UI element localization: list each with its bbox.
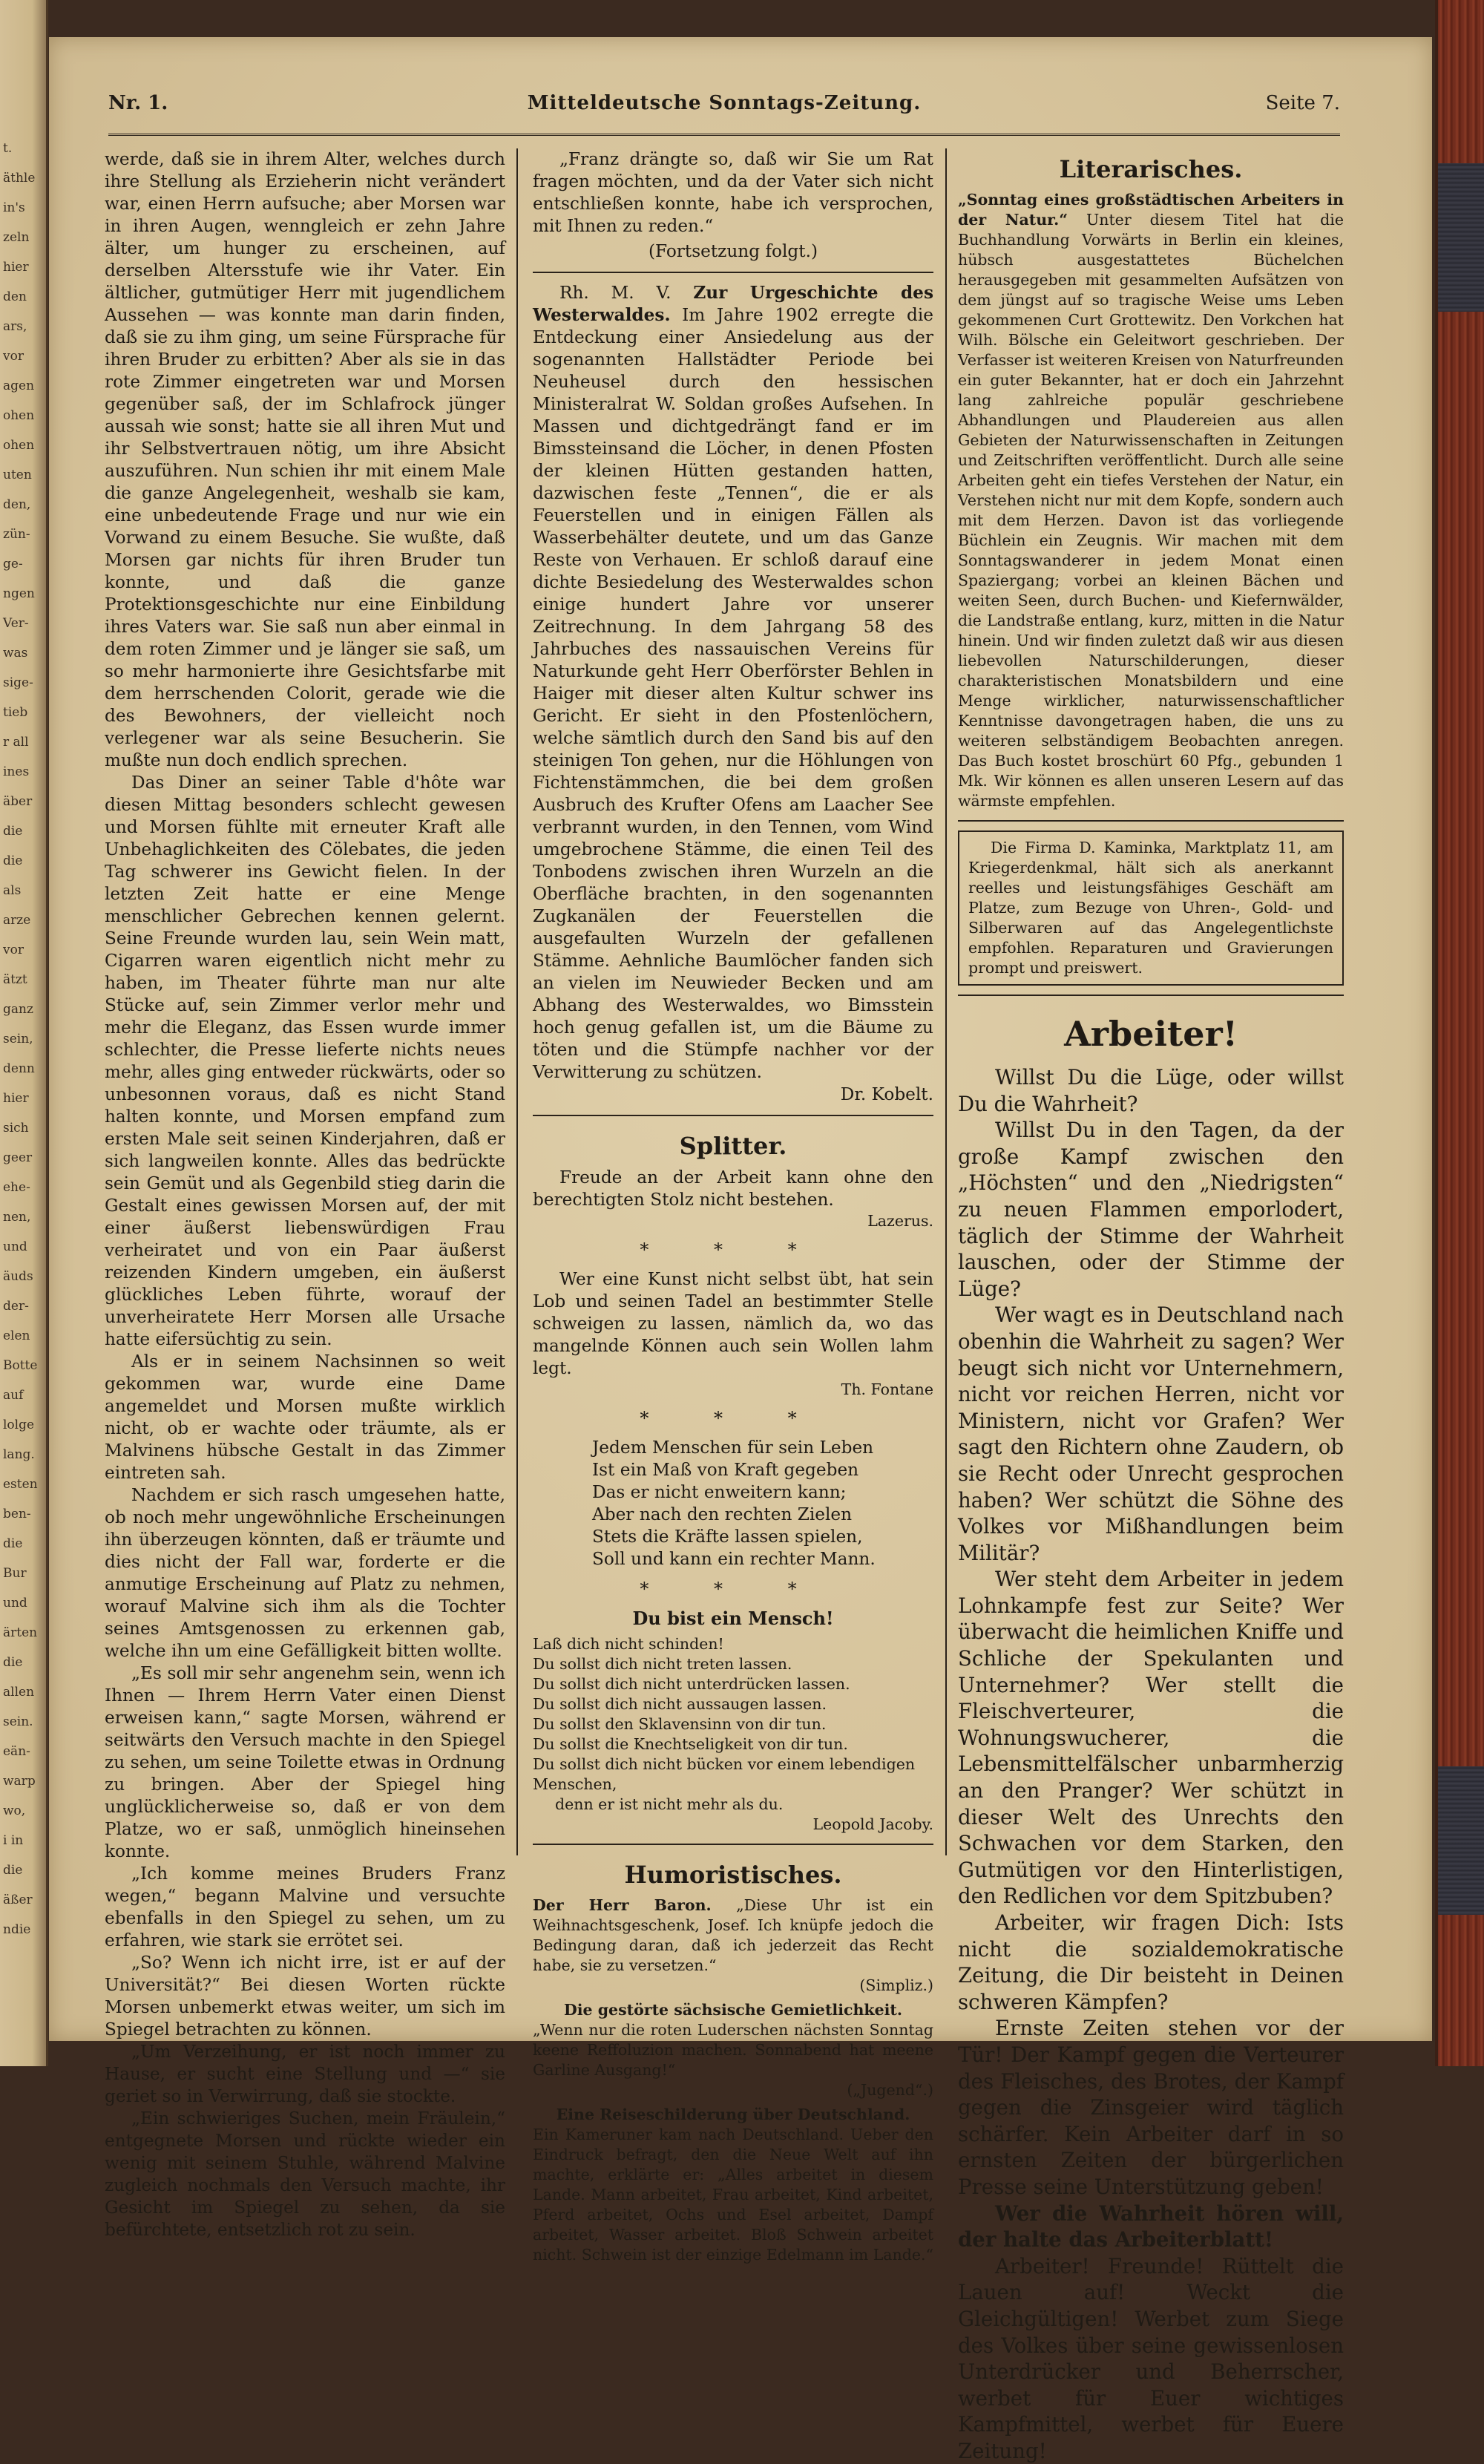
story-paragraph: Als er in seinem Nachsinnen so weit gekommen war, wurde eine Dame angemeldet und Morsen mußte wirklich nicht, ob er wachte oder träumte, als er Malvinens hübsche Gestalt in das Zimmer eintreten sah. bbox=[105, 1351, 505, 1483]
asterisk-separator: * * * bbox=[640, 1579, 827, 1599]
binding-band bbox=[1438, 163, 1484, 312]
previous-page-fragment: in's bbox=[3, 200, 25, 215]
previous-page-fragment: auf bbox=[3, 1388, 24, 1403]
poem-line: Stets die Kräfte lassen spielen, bbox=[592, 1527, 863, 1547]
section-divider bbox=[958, 820, 1344, 822]
previous-page-fragment: lang. bbox=[3, 1447, 35, 1462]
previous-page-fragment: äber bbox=[3, 794, 33, 809]
previous-page-fragment: die bbox=[3, 853, 23, 868]
previous-page-fragment: ganz bbox=[3, 1002, 33, 1017]
previous-page-fragment: i in bbox=[3, 1833, 24, 1848]
story-paragraph: Das Diner an seiner Table d'hôte war diesen Mittag besonders schlecht gewesen und Morsen fühlte mit erneuter Kraft alle Unbehaglichkeiten des Cölebates, die jeden Tag schwerer ins Gewicht fielen. In der letzten Zeit hatte er eine Menge menschlicher Gebrechen kennen gelernt. Seine Freunde wurden lau, sein Wein matt, Cigarren waren eigentlich nicht mehr zu haben, im Theater führte man nur alte Stücke auf, sein Zimmer verlor mehr und mehr die Eleganz, das Essen wurde immer schlechter, die Presse lieferte nichts neues mehr, alles ging entweder rückwärts, oder so unbesonnen voraus, daß es nicht Stand halten konnte, und Morsen empfand zum ersten Male seit seinen Kinderjahren, daß er sich langweilen konnte. Alles das bedrückte sein Gemüt und als Gegenbild stieg darin die Gestalt eines gewissen Morsen auf, der mit einer äußerst liebenswürdigen Frau verheiratet und von ein Paar äußerst reizenden Kindern umgeben, ein äußerst glückliches Leben führte, worauf der unverheiratete Herr Morsen alle Ursache hatte eifersüchtig zu sein. bbox=[105, 773, 505, 1349]
humor-item-title: Eine Reiseschilderung über Deutschland. bbox=[556, 2106, 910, 2123]
previous-page-fragment: was bbox=[3, 646, 28, 661]
story-paragraph: werde, daß sie in ihrem Alter, welches durch ihre Stellung als Erzieherin nicht verändert war, einen Herrn aufsuche; aber Morsen war in ihren Augen, wenngleich er zehn Jahre älter, um hunger zu erscheinen, auf derselben Altersstufe wie ihr Vater. Ein ältlicher, gutmütiger Herr mit jugendlichem Aussehen — was konnte man darin finden, daß sie zu ihm ging, um seine Fürsprache für ihren Bruder zu erbitten? Aber als sie in das rote Zimmer eingetreten war und Morsen gegenüber saß, der im Schlafrock jünger aussah wie sonst; hatte sie all ihren Mut und ihr Selbstvertrauen nötig, um ihre Absicht auszuführen. Nun schien ihr mit einem Male die ganze Angelegenheit, weshalb sie kam, eine unbedeutende Frage und nur wie ein Vorwand zu einem Besuche. Sie wußte, daß Morsen gar nichts für ihren Bruder tun konnte, und daß die ganze Protektionsgeschichte nur eine Einbildung ihres Vaters war. Sie saß nun aber einmal in dem roten Zimmer und je länger sie saß, um so mehr harmonierte ihre Gesichtsfarbe mit dem herrschenden Colorit, gerade wie die des Bewohners, der vielleicht noch verlegener war als seine Besucherin. Sie mußte nun doch endlich sprechen. bbox=[105, 149, 505, 770]
previous-page-fragment: den, bbox=[3, 497, 31, 512]
previous-page-fragment: äßer bbox=[3, 1893, 33, 1907]
poem-line: Soll und kann ein rechter Mann. bbox=[592, 1549, 876, 1569]
previous-page-fragment: die bbox=[3, 1863, 23, 1878]
previous-page-fragment: ngen bbox=[3, 586, 35, 601]
previous-page-fragment: und bbox=[3, 1596, 27, 1611]
previous-page-fragment: t. bbox=[3, 141, 13, 156]
newspaper-title: Mitteldeutsche Sonntags-Zeitung. bbox=[527, 92, 922, 114]
humor-item-title: Die gestörte sächsische Gemietlichkeit. bbox=[563, 2001, 903, 2019]
appeal-paragraph: Willst Du die Lüge, oder willst Du die Wahrheit? bbox=[958, 1065, 1344, 1116]
section-divider bbox=[533, 272, 933, 273]
asterisk-separator: * * * bbox=[640, 1239, 827, 1260]
previous-page-fragment: nen, bbox=[3, 1210, 31, 1225]
previous-page-fragment: hier bbox=[3, 1091, 29, 1106]
section-divider bbox=[533, 1115, 933, 1116]
previous-page-fragment: zün- bbox=[3, 527, 30, 542]
poem-line: Das er nicht enweitern kann; bbox=[592, 1482, 847, 1502]
previous-page-fragment: allen bbox=[3, 1685, 35, 1700]
previous-page-fragment: sein. bbox=[3, 1714, 33, 1729]
previous-page-fragment: ndie bbox=[3, 1922, 31, 1937]
mensch-heading: Du bist ein Mensch! bbox=[632, 1608, 834, 1629]
humor-item-body: „Wenn nur die roten Luderschen nächsten Sonntag keene Reffoluzion machen. Sonnabend hat meene Garline Ausgang!“ bbox=[533, 2021, 933, 2079]
splitter-heading: Splitter. bbox=[679, 1132, 787, 1160]
poem bbox=[533, 1437, 933, 1570]
previous-page-fragment: und bbox=[3, 1239, 27, 1254]
page-number: Seite 7. bbox=[1265, 92, 1340, 114]
appeal-paragraph: Willst Du in den Tagen, da der große Kampf zwischen den „Höchsten“ und den „Niedrigsten“ zu neuen Flammen emporlodert, täglich der Stimme der Wahrheit lauschen, oder der Stimme der Lüge? bbox=[958, 1118, 1344, 1301]
section-divider bbox=[533, 1844, 933, 1845]
article-title: Zur Urgeschichte des Westerwaldes. bbox=[533, 283, 933, 325]
previous-page-fragment: hier bbox=[3, 260, 29, 275]
previous-page-fragment: als bbox=[3, 883, 22, 898]
previous-page-fragment: Ver- bbox=[3, 616, 29, 631]
column-serial-story bbox=[105, 148, 505, 2241]
issue-number: Nr. 1. bbox=[108, 92, 168, 114]
previous-page-fragment: Bur bbox=[3, 1566, 27, 1581]
previous-page-fragment: ge- bbox=[3, 557, 23, 571]
previous-page-fragment: sige- bbox=[3, 675, 33, 690]
quote-text: Wer eine Kunst nicht selbst übt, hat sein Lob und seinen Tadel an bestimmter Stelle schweigen zu lassen, nämlich da, wo das mangelnde Können auch sein Wollen lahm legt. bbox=[533, 1269, 933, 1378]
previous-page-fragment: zeln bbox=[3, 230, 30, 245]
quote-text: Freude an der Arbeit kann ohne den berechtigten Stolz nicht bestehen. bbox=[533, 1167, 933, 1210]
previous-page-fragment: die bbox=[3, 824, 23, 839]
previous-page-fragment: warp bbox=[3, 1774, 36, 1789]
story-paragraph: Nachdem er sich rasch umgesehen hatte, ob noch mehr ungewöhnliche Erscheinungen ihn überzeugen könnten, daß er träumte und dies nicht der Fall war, forderte er die anmutige Erscheinung auf Platz zu nehmen, worauf Malvine sich ihm als die Tochter seines Amtsgenossen zu erkennen gab, welche ihn um eine Gefälligkeit bitten wollte. bbox=[105, 1485, 505, 1661]
previous-page-fragment: sich bbox=[3, 1121, 29, 1136]
appeal-paragraph: Arbeiter! Freunde! Rüttelt die Lauen auf! Weckt die Gleichgültigen! Werbet zum Siege des Volkes über seine gewissenlosen Unterdrücker und Beherrscher, werbet für Euer wichtiges Kampfmittel, werbet für Euere Zeitung! bbox=[958, 2253, 1344, 2463]
advertisement-box bbox=[958, 830, 1344, 986]
previous-page-fragment: ines bbox=[3, 764, 30, 779]
mensch-line: Du sollst dich nicht bücken vor einem lebendigen Menschen, bbox=[533, 1755, 916, 1793]
advertisement-text: Die Firma D. Kaminka, Marktplatz 11, am Kriegerdenkmal, hält sich als anerkannt reelles und leistungsfähiges Geschäft am Platze, zum Bezuge von Uhren-, Gold- und Silberwaren auf das Angelegentlichste empfohlen. Reparaturen und Gravierungen prompt und preiswert. bbox=[968, 839, 1333, 977]
column-rule bbox=[516, 148, 518, 1855]
story-paragraph: „Ein schwieriges Suchen, mein Fräulein,“ entgegnete Morsen und rückte wieder ein wenig mit seinem Stuhle, während Malvine zugleich nochmals den Versuch machte, ihr Gesicht im Spiegel zu sehen, da sie befürchtete, entsetzlich rot zu sein. bbox=[105, 2109, 505, 2240]
mensch-line: Du sollst die Knechtseligkeit von dir tun. bbox=[533, 1735, 848, 1753]
book-binding-edge bbox=[1435, 0, 1484, 2066]
newspaper-page bbox=[49, 37, 1432, 2463]
previous-page-fragment: vor bbox=[3, 349, 24, 364]
previous-page-fragment: ars, bbox=[3, 319, 27, 334]
appeal-paragraph: Ernste Zeiten stehen vor der Tür! Der Kampf gegen die Verteurer des Fleisches, des Brotes, der Kampf gegen die Zinsgeier wird täglich schärfer. Kein Arbeiter darf in so ernsten Zeiten der bürgerlichen Presse seine Unterstützung geben! bbox=[958, 2016, 1344, 2199]
previous-page-fragment: die bbox=[3, 1536, 23, 1551]
binding-band bbox=[1438, 1766, 1484, 1915]
previous-page-fragment: den bbox=[3, 289, 27, 304]
westerwald-article bbox=[533, 282, 933, 1084]
mensch-line: Laß dich nicht schinden! bbox=[533, 1635, 724, 1653]
story-paragraph: „Es soll mir sehr angenehm sein, wenn ich Ihnen — Ihrem Herrn Vater einen Dienst erweisen kann,“ sagte Morsen, während er seitwärts den Versuch machte in den Spiegel zu sehen, um seine Toilette etwas in Ordnung zu bringen. Aber der Spiegel hing unglücklicherweise so, daß er von dem Platze, wo er saß, unmöglich hineinsehen konnte. bbox=[105, 1663, 505, 1861]
story-paragraph: „Ich komme meines Bruders Franz wegen,“ begann Malvine und versuchte ebenfalls in den Spiegel zu sehen, um zu erfahren, wie stark sie errötet sei. bbox=[105, 1864, 505, 1950]
appeal-paragraph: Wer die Wahrheit hören will, der halte das Arbeiterblatt! bbox=[958, 2201, 1344, 2252]
humor-item-body: Ein Kameruner kam nach Deutschland. Ueber den Eindruck befragt, den die Neue Welt auf ihn machte, erklärte er: „Alles arbeitet in diesem Lande. Mann arbeitet, Frau arbeitet, Kind arbeitet, Pferd arbeitet, Ochs und Esel arbeitet, Dampf arbeitet, Wasser arbeitet. Bloß Schwein arbeitet nicht. Schwein ist der einzige Edelmann im Lande.“ bbox=[533, 2126, 933, 2264]
mensch-line: Du sollst dich nicht aussaugen lassen. bbox=[533, 1695, 827, 1713]
continued-note: (Fortsetzung folgt.) bbox=[648, 241, 818, 261]
column-right bbox=[958, 148, 1344, 2464]
literary-review bbox=[958, 190, 1344, 811]
previous-page-fragment: arze bbox=[3, 913, 31, 928]
mensch-author: Leopold Jacoby. bbox=[812, 1815, 933, 1833]
section-divider bbox=[958, 995, 1344, 996]
previous-page-fragment: uten bbox=[3, 468, 32, 482]
humor-item-body: „Diese Uhr ist ein Weihnachtsgeschenk, Josef. Ich knüpfe jedoch die Bedingung daran, daß ich jederzeit das Recht habe, sie zu versetzen.“ bbox=[533, 1896, 933, 1974]
previous-page-fragment: ehe- bbox=[3, 1180, 30, 1195]
previous-page-edge bbox=[0, 0, 48, 2066]
previous-page-fragment: esten bbox=[3, 1477, 38, 1492]
previous-page-fragment: vor bbox=[3, 943, 24, 957]
previous-page-fragment: ärten bbox=[3, 1625, 38, 1640]
mensch-line: denn er ist nicht mehr als du. bbox=[555, 1795, 784, 1813]
story-paragraph: „So? Wenn ich nicht irre, ist er auf der Universität?“ Bei diesen Worten rückte Morsen unbemerkt etwas weiter, um sich im Spiegel betrachten zu können. bbox=[105, 1953, 505, 2039]
article-author: Dr. Kobelt. bbox=[840, 1084, 933, 1104]
previous-page-fragment: äuds bbox=[3, 1269, 33, 1284]
quote-author: Th. Fontane bbox=[841, 1380, 933, 1398]
poem-line: Ist ein Maß von Kraft gegeben bbox=[592, 1460, 859, 1480]
previous-page-fragment: ohen bbox=[3, 408, 35, 423]
book-title: „Sonntag eines großstädtischen Arbeiters in der Natur.“ bbox=[958, 191, 1344, 229]
review-body: Unter diesem Titel hat die Buchhandlung Vorwärts in Berlin ein kleines, hübsch ausgestattetes Büchelchen herausgegeben mit gesammelten Aufsätzen von dem jüngst auf so tragische Weise ums Leben gekommenen Curt Grottewitz. Den Vorkchen hat Wilh. Bölsche ein Geleitwort geschrieben. Der Verfasser ist weiteren Kreisen von Naturfreunden ein guter Bekannter, hat er doch ein Jahrzehnt lang zahlreiche populär geschriebene Abhandlungen und Plaudereien aus allen Gebieten der Naturwissenschaften in Zeitungen und Zeitschriften veröffentlicht. Durch alle seine Arbeiten geht ein tiefes Verstehen der Natur, ein Verstehen nicht nur mit dem Kopfe, sondern auch mit dem Herzen. Davon ist das vorliegende Büchlein ein Zeugnis. Wir machen mit dem Sonntagswanderer in jedem Monat einen Spaziergang; vorbei an kleinen Bächen und weiten Seen, durch Buchen- und Kiefernwälder, die Landstraße entlang, kurz, mitten in die Natur hinein. Und wir finden zuletzt daß wir aus diesen liebevollen Naturschilderungen, dieser charakteristischen Monatsbildern und eine Menge wirklicher, naturwissenschaftlicher Kenntnisse davongetragen haben, die uns zu weiteren selbständigem Beobachten anregen. Das Buch kostet broschürt 60 Pfg., gebunden 1 Mk. Wir können es allen unseren Lesern auf das wärmste empfehlen. bbox=[958, 211, 1344, 810]
previous-page-fragment: eän- bbox=[3, 1744, 30, 1759]
previous-page-fragment: die bbox=[3, 1655, 23, 1670]
humor-item bbox=[533, 1895, 933, 1976]
column-rule bbox=[945, 148, 947, 1855]
article-body: Im Jahre 1902 erregte die Entdeckung einer Ansiedelung aus der sogenannten Hallstädter Periode bei Neuheusel durch den hessischen Ministeralrat W. Soldan großes Aufsehen. In Massen und dichtgedrängt fand er im Bimssteinsand die Löcher, in denen Pfosten der kleinen Hütten gestanden hatten, dazwischen feste „Tennen“, die er als Feuerstellen und in einigen Fällen als Wasserbehälter deutete, und um das Ganze Reste von Verhauen. Er schloß darauf eine dichte Besiedelung des Westerwaldes schon einige hundert Jahre vor unserer Zeitrechnung. In dem Jahrgang 58 des Jahrbuches des nassauischen Vereins für Naturkunde geht Herr Oberförster Behlen in Haiger mit dieser alten Kultur schwer ins Gericht. Er sieht in den Pfostenlöchern, welche sämtlich durch den Sand bis auf den steinigen Ton gehen, nur die Höhlungen von Fichtenstämmchen, die bei dem großen Ausbruch des Krufter Ofens am Laacher See verbrannt wurden, in den Tennen, vom Wind umgebrochene Stämme, die einen Teil des Tonbodens zwischen ihren Wurzeln an die Oberfläche brachten, in den sogenannten Zugkanälen der Feuerstellen die ausgefaulten Wurzeln der gefallenen Stämme. Aehnliche Baumlöcher fanden sich an vielen im Neuwieder Becken und am Abhang des Westerwaldes, wo Bimsstein hoch genug gefallen ist, um die Bäume zu töten und die Stümpfe nachher vor der Verwitterung zu schützen. bbox=[533, 305, 933, 1082]
arbeiter-heading: Arbeiter! bbox=[1064, 1014, 1238, 1054]
previous-page-fragment: wo, bbox=[3, 1803, 26, 1818]
poem-line: Jedem Menschen für sein Leben bbox=[592, 1438, 874, 1458]
previous-page-fragment: denn bbox=[3, 1061, 35, 1076]
previous-page-fragment: r all bbox=[3, 735, 29, 750]
humor-heading: Humoristisches. bbox=[624, 1861, 842, 1889]
previous-page-fragment: lolge bbox=[3, 1418, 35, 1432]
humor-source: (Simpliz.) bbox=[859, 1976, 933, 1994]
previous-page-fragment: sein, bbox=[3, 1032, 33, 1046]
mensch-line: Du sollst dich nicht treten lassen. bbox=[533, 1655, 792, 1673]
article-lead: Rh. M. V. bbox=[559, 283, 672, 303]
column-middle bbox=[533, 148, 933, 2265]
poem-line: Aber nach den rechten Zielen bbox=[592, 1504, 853, 1524]
humor-items bbox=[533, 1895, 933, 2265]
page-header bbox=[108, 82, 1340, 136]
previous-page-fragment: agen bbox=[3, 379, 35, 393]
story-paragraph: „Franz drängte so, daß wir Sie um Rat fragen möchten, und da der Vater sich nicht entschließen konnte, habe ich versprochen, mit Ihnen zu reden.“ bbox=[533, 149, 933, 236]
mensch-line: Du sollst dich nicht unterdrücken lassen. bbox=[533, 1675, 850, 1693]
literary-heading: Literarisches. bbox=[1059, 155, 1243, 183]
humor-item-title: Der Herr Baron. bbox=[533, 1896, 712, 1914]
previous-page-fragment: äthle bbox=[3, 171, 36, 186]
previous-page-fragment: Botte bbox=[3, 1358, 38, 1373]
story-paragraph: „Um Verzeihung, er ist noch immer zu Hause, er sucht eine Stellung und —“ sie geriet so in Verwirrung, daß sie stockte. bbox=[105, 2042, 505, 2106]
quote-author: Lazerus. bbox=[867, 1212, 933, 1230]
asterisk-separator: * * * bbox=[640, 1408, 827, 1429]
previous-page-fragment: tieb bbox=[3, 705, 28, 720]
arbeiter-appeal bbox=[958, 1064, 1344, 2464]
previous-page-fragment: ohen bbox=[3, 438, 35, 453]
appeal-paragraph: Arbeiter, wir fragen Dich: Ists nicht die sozialdemokratische Zeitung, die Dir beisteht in Deinen schweren Kämpfen? bbox=[958, 1910, 1344, 2014]
appeal-paragraph: Wer steht dem Arbeiter in jedem Lohnkampfe fest zur Seite? Wer überwacht die heimlichen Kniffe und Schliche der Spekulanten und Unternehmer? Wer stellt die Fleischverteurer, die Wohnungswucherer, die Lebensmittelfälscher unbarmherzig an den Pranger? Wer schützt in dieser Welt des Unrechts den Schwachen vor dem Starken, den Gutmütigen vor den Hinterlistigen, den Redlichen vor dem Spitzbuben? bbox=[958, 1567, 1344, 1909]
mensch-lines bbox=[533, 1634, 933, 1815]
mensch-line: Du sollst den Sklavensinn von dir tun. bbox=[533, 1715, 827, 1733]
previous-page-fragment: geer bbox=[3, 1150, 33, 1165]
previous-page-fragment: ben- bbox=[3, 1507, 31, 1521]
humor-source: („Jugend“.) bbox=[847, 2081, 933, 2099]
appeal-paragraph: Wer wagt es in Deutschland nach obenhin die Wahrheit zu sagen? Wer beugt sich nicht vor Unternehmern, nicht vor reichen Herren, nicht vor Ministern, nicht vor Grafen? Wer sagt den Richtern ohne Zaudern, ob sie Recht oder Unrecht gesprochen haben? Wer schützt die Söhne des Volkes vor Mißhandlungen beim Militär? bbox=[958, 1303, 1344, 1565]
previous-page-fragment: elen bbox=[3, 1328, 30, 1343]
previous-page-fragment: ätzt bbox=[3, 972, 27, 987]
previous-page-fragment: der- bbox=[3, 1299, 29, 1314]
